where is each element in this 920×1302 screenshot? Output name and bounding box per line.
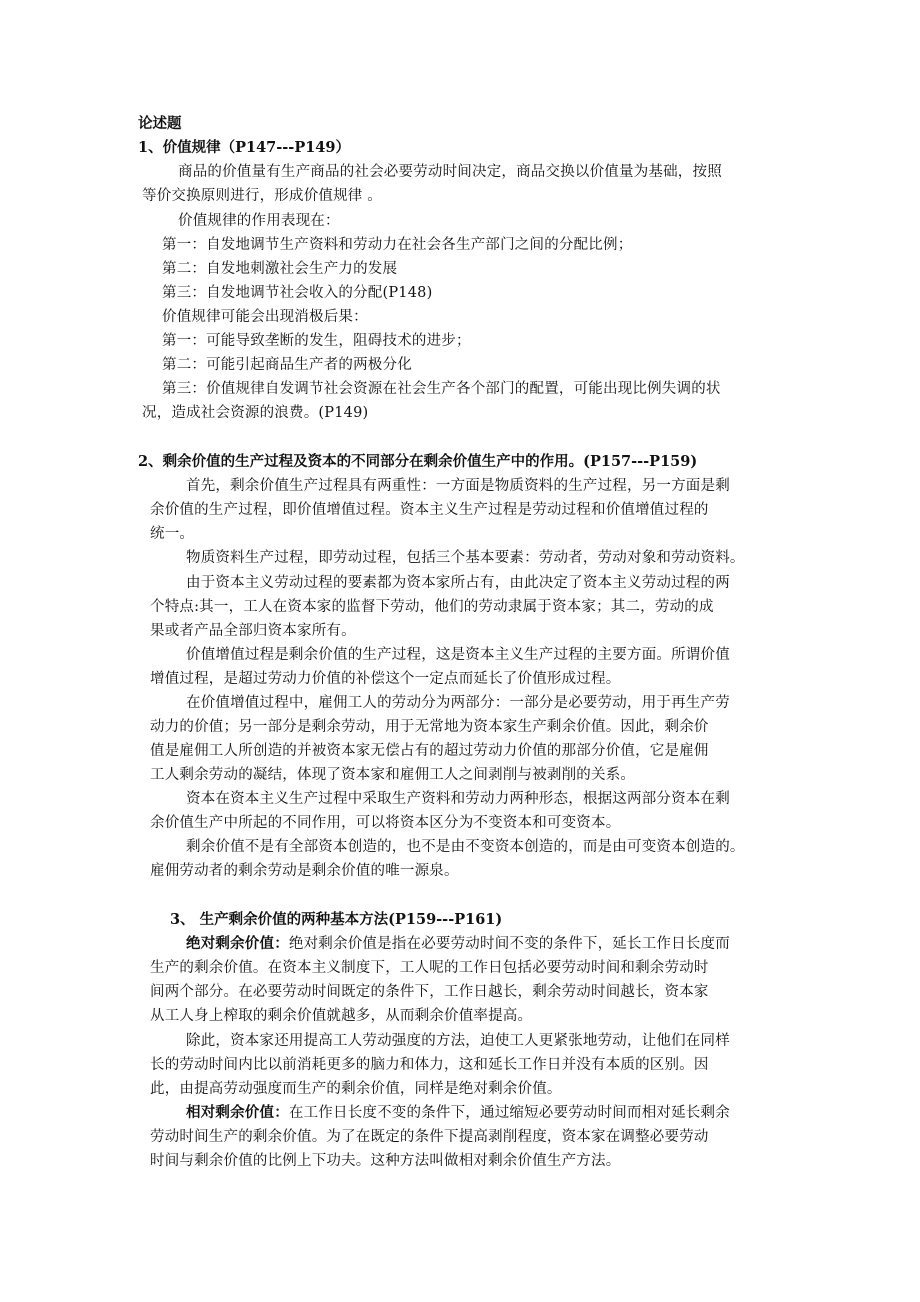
document-title: 论述题 (138, 115, 182, 132)
paragraph-line (186, 1102, 730, 1124)
list-item: 第一：自发地调节生产资料和劳动力在社会各生产部门之间的分配比例； (162, 237, 633, 253)
paragraph-line: 除此，资本家还用提高工人劳动强度的方法，迫使工人更紧张地劳动，让他们在同样 (186, 1033, 730, 1049)
paragraph-line: 剩余价值不是有全部资本创造的，也不是由不变资本创造的，而是由可变资本创造的。 (186, 839, 745, 855)
paragraph-line: 况，造成社会资源的浪费。(P149) (142, 405, 369, 421)
paragraph-line: 价值增值过程是剩余价值的生产过程，这是资本主义生产过程的主要方面。所谓价值 (186, 647, 730, 663)
paragraph-line: 雇佣劳动者的剩余劳动是剩余价值的唯一源泉。 (150, 863, 459, 879)
paragraph-line: 物质资料生产过程，即劳动过程，包括三个基本要素：劳动者，劳动对象和劳动资料。 (186, 550, 745, 566)
paragraph-line: 个特点:其一，工人在资本家的监督下劳动，他们的劳动隶属于资本家；其二，劳动的成 (150, 599, 714, 615)
paragraph-line: 价值规律的作用表现在： (178, 213, 340, 229)
paragraph-text: 在工作日长度不变的条件下，通过缩短必要劳动时间而相对延长剩余 (288, 1105, 730, 1121)
list-item: 第二：自发地刺激社会生产力的发展 (162, 261, 398, 277)
relative-surplus-term: 相对剩余价值： (186, 1104, 289, 1121)
paragraph-line: 工人剩余劳动的凝结，体现了资本家和雇佣工人之间剥削与被剥削的关系。 (150, 767, 636, 783)
paragraph-line: 在价值增值过程中，雇佣工人的劳动分为两部分：一部分是必要劳动，用于再生产劳 (186, 695, 730, 711)
paragraph-line: 生产的剩余价值。在资本主义制度下，工人呢的工作日包括必要劳动时间和剩余劳动时 (150, 960, 709, 976)
paragraph-line: 值是雇佣工人所创造的并被资本家无偿占有的超过劳动力价值的那部分价值，它是雇佣 (150, 743, 709, 759)
paragraph-line (186, 933, 730, 955)
paragraph-line: 首先，剩余价值生产过程具有两重性：一方面是物质资料的生产过程，另一方面是剩 (186, 478, 730, 494)
paragraph-line: 长的劳动时间内比以前消耗更多的脑力和体力，这和延长工作日并没有本质的区别。因 (150, 1057, 709, 1073)
paragraph-line: 此，由提高劳动强度而生产的剩余价值，同样是绝对剩余价值。 (150, 1081, 562, 1097)
section-2-heading: 2、剩余价值的生产过程及资本的不同部分在剩余价值生产中的作用。(P157---P159) (138, 453, 698, 470)
paragraph-text: 绝对剩余价值是指在必要劳动时间不变的条件下，延长工作日长度而 (288, 936, 730, 952)
paragraph-line: 间两个部分。在必要劳动时间既定的条件下，工作日越长，剩余劳动时间越长，资本家 (150, 984, 709, 1000)
paragraph-line: 统一。 (150, 526, 195, 542)
paragraph-line: 余价值的生产过程，即价值增值过程。资本主义生产过程是劳动过程和价值增值过程的 (150, 502, 709, 518)
paragraph-line: 增值过程，是超过劳动力价值的补偿这个一定点而延长了价值形成过程。 (150, 671, 621, 687)
paragraph-line: 资本在资本主义生产过程中采取生产资料和劳动力两种形态，根据这两部分资本在剩 (186, 791, 730, 807)
paragraph-line: 由于资本主义劳动过程的要素都为资本家所占有，由此决定了资本主义劳动过程的两 (186, 575, 730, 591)
paragraph-line: 等价交换原则进行，形成价值规律 。 (142, 188, 383, 204)
paragraph-line: 从工人身上榨取的剩余价值就越多，从而剩余价值率提高。 (150, 1008, 533, 1024)
paragraph-line: 商品的价值量有生产商品的社会必要劳动时间决定，商品交换以价值量为基础，按照 (178, 164, 722, 180)
list-item: 第二：可能引起商品生产者的两极分化 (162, 357, 412, 373)
list-item: 第三：自发地调节社会收入的分配(P148) (162, 285, 433, 301)
paragraph-line: 劳动时间生产的剩余价值。为了在既定的条件下提高剥削程度，资本家在调整必要劳动 (150, 1129, 709, 1145)
paragraph-line: 余价值生产中所起的不同作用，可以将资本区分为不变资本和可变资本。 (150, 815, 621, 831)
absolute-surplus-term: 绝对剩余价值： (186, 935, 289, 952)
list-item: 第三：价值规律自发调节社会资源在社会生产各个部门的配置，可能出现比例失调的状 (162, 381, 721, 397)
paragraph-line: 时间与剩余价值的比例上下功夫。这种方法叫做相对剩余价值生产方法。 (150, 1153, 621, 1169)
paragraph-line: 果或者产品全部归资本家所有。 (150, 623, 356, 639)
section-3-heading: 3、 生产剩余价值的两种基本方法(P159---P161) (170, 911, 503, 928)
paragraph-line: 价值规律可能会出现消极后果： (162, 309, 368, 325)
section-1-heading: 1、价值规律（P147---P149） (138, 139, 350, 156)
paragraph-line: 动力的价值；另一部分是剩余劳动，用于无常地为资本家生产剩余价值。因此，剩余价 (150, 719, 709, 735)
list-item: 第一：可能导致垄断的发生，阻碍技术的进步； (162, 333, 471, 349)
